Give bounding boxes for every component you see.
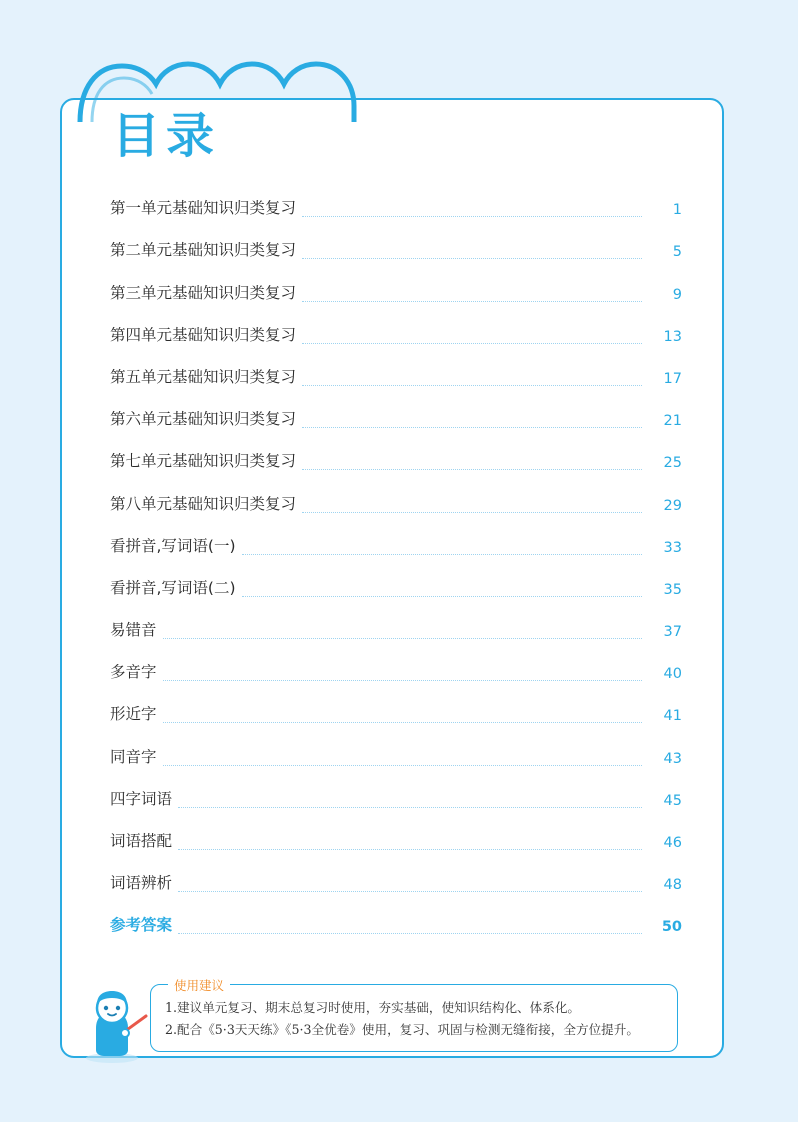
- toc-entry-label: 第一单元基础知识归类复习: [110, 196, 302, 224]
- toc-entry[interactable]: [110, 309, 682, 351]
- toc-entry-page-number: 17: [642, 371, 682, 393]
- toc-entry-label: 第二单元基础知识归类复习: [110, 238, 302, 266]
- toc-entry-label: 第七单元基础知识归类复习: [110, 449, 302, 477]
- toc-entry-page-number: 43: [642, 751, 682, 773]
- toc-leader-dots: [178, 806, 642, 808]
- toc-leader-dots: [178, 932, 642, 934]
- toc-entry[interactable]: [110, 604, 682, 646]
- toc-leader-dots: [242, 595, 642, 597]
- toc-entry[interactable]: [110, 815, 682, 857]
- toc-entry-page-number: 48: [642, 877, 682, 899]
- toc-entry-label: 多音字: [110, 660, 163, 688]
- toc-leader-dots: [302, 511, 642, 513]
- toc-entry[interactable]: [110, 393, 682, 435]
- toc-entry-label: 参考答案: [110, 913, 178, 941]
- toc-entry[interactable]: [110, 899, 682, 941]
- toc-leader-dots: [163, 679, 642, 681]
- toc-entry-page-number: 1: [642, 202, 682, 224]
- toc-entry[interactable]: [110, 562, 682, 604]
- toc-leader-dots: [163, 637, 642, 639]
- toc-entry-label: 第六单元基础知识归类复习: [110, 407, 302, 435]
- toc-entry-page-number: 25: [642, 455, 682, 477]
- toc-leader-dots: [302, 257, 642, 259]
- toc-leader-dots: [302, 426, 642, 428]
- toc-entry-page-number: 9: [642, 287, 682, 309]
- toc-entry-label: 形近字: [110, 702, 163, 730]
- toc-entry-label: 看拼音,写词语(一): [110, 534, 242, 562]
- toc-leader-dots: [302, 300, 642, 302]
- toc-entry[interactable]: [110, 435, 682, 477]
- toc-entry-page-number: 40: [642, 666, 682, 688]
- toc-leader-dots: [242, 553, 642, 555]
- toc-leader-dots: [178, 848, 642, 850]
- toc-leader-dots: [163, 721, 642, 723]
- note-title: 使用建议: [168, 976, 230, 994]
- toc-entry-page-number: 29: [642, 498, 682, 520]
- table-of-contents: [110, 182, 682, 941]
- toc-entry[interactable]: [110, 646, 682, 688]
- toc-entry-label: 词语搭配: [110, 829, 178, 857]
- toc-entry-label: 第三单元基础知识归类复习: [110, 281, 302, 309]
- toc-entry-page-number: 50: [642, 919, 682, 941]
- toc-entry-page-number: 35: [642, 582, 682, 604]
- toc-entry-page-number: 13: [642, 329, 682, 351]
- toc-entry[interactable]: [110, 688, 682, 730]
- mascot-student-icon: [78, 988, 152, 1064]
- toc-leader-dots: [178, 890, 642, 892]
- toc-entry-label: 四字词语: [110, 787, 178, 815]
- toc-entry-page-number: 41: [642, 708, 682, 730]
- toc-leader-dots: [163, 764, 642, 766]
- page-title-wrap: [112, 108, 221, 164]
- toc-leader-dots: [302, 342, 642, 344]
- toc-entry[interactable]: [110, 477, 682, 519]
- toc-entry[interactable]: [110, 266, 682, 308]
- toc-entry-page-number: 33: [642, 540, 682, 562]
- toc-entry[interactable]: [110, 857, 682, 899]
- toc-entry-label: 第五单元基础知识归类复习: [110, 365, 302, 393]
- toc-leader-dots: [302, 468, 642, 470]
- toc-entry[interactable]: [110, 224, 682, 266]
- toc-entry[interactable]: [110, 773, 682, 815]
- toc-leader-dots: [302, 215, 642, 217]
- toc-entry-page-number: 21: [642, 413, 682, 435]
- toc-entry-page-number: 5: [642, 244, 682, 266]
- toc-entry-page-number: 46: [642, 835, 682, 857]
- toc-entry[interactable]: [110, 520, 682, 562]
- toc-entry-label: 易错音: [110, 618, 163, 646]
- toc-leader-dots: [302, 384, 642, 386]
- toc-entry[interactable]: [110, 351, 682, 393]
- usage-suggestion-line: 1.建议单元复习、期末总复习时使用，夯实基础，使知识结构化、体系化。: [165, 1000, 581, 1015]
- toc-entry-label: 第四单元基础知识归类复习: [110, 323, 302, 351]
- toc-entry-label: 第八单元基础知识归类复习: [110, 492, 302, 520]
- usage-suggestion-line: 2.配合《5·3天天练》《5·3全优卷》使用，复习、巩固与检测无缝衔接，全方位提升。: [165, 1022, 639, 1038]
- usage-suggestion-box: [150, 984, 678, 1052]
- toc-entry-page-number: 37: [642, 624, 682, 646]
- toc-entry[interactable]: [110, 730, 682, 772]
- toc-entry[interactable]: [110, 182, 682, 224]
- toc-entry-label: 看拼音,写词语(二): [110, 576, 242, 604]
- toc-entry-label: 词语辨析: [110, 871, 178, 899]
- toc-entry-label: 同音字: [110, 745, 163, 773]
- page-title: 目录: [112, 108, 221, 164]
- toc-entry-page-number: 45: [642, 793, 682, 815]
